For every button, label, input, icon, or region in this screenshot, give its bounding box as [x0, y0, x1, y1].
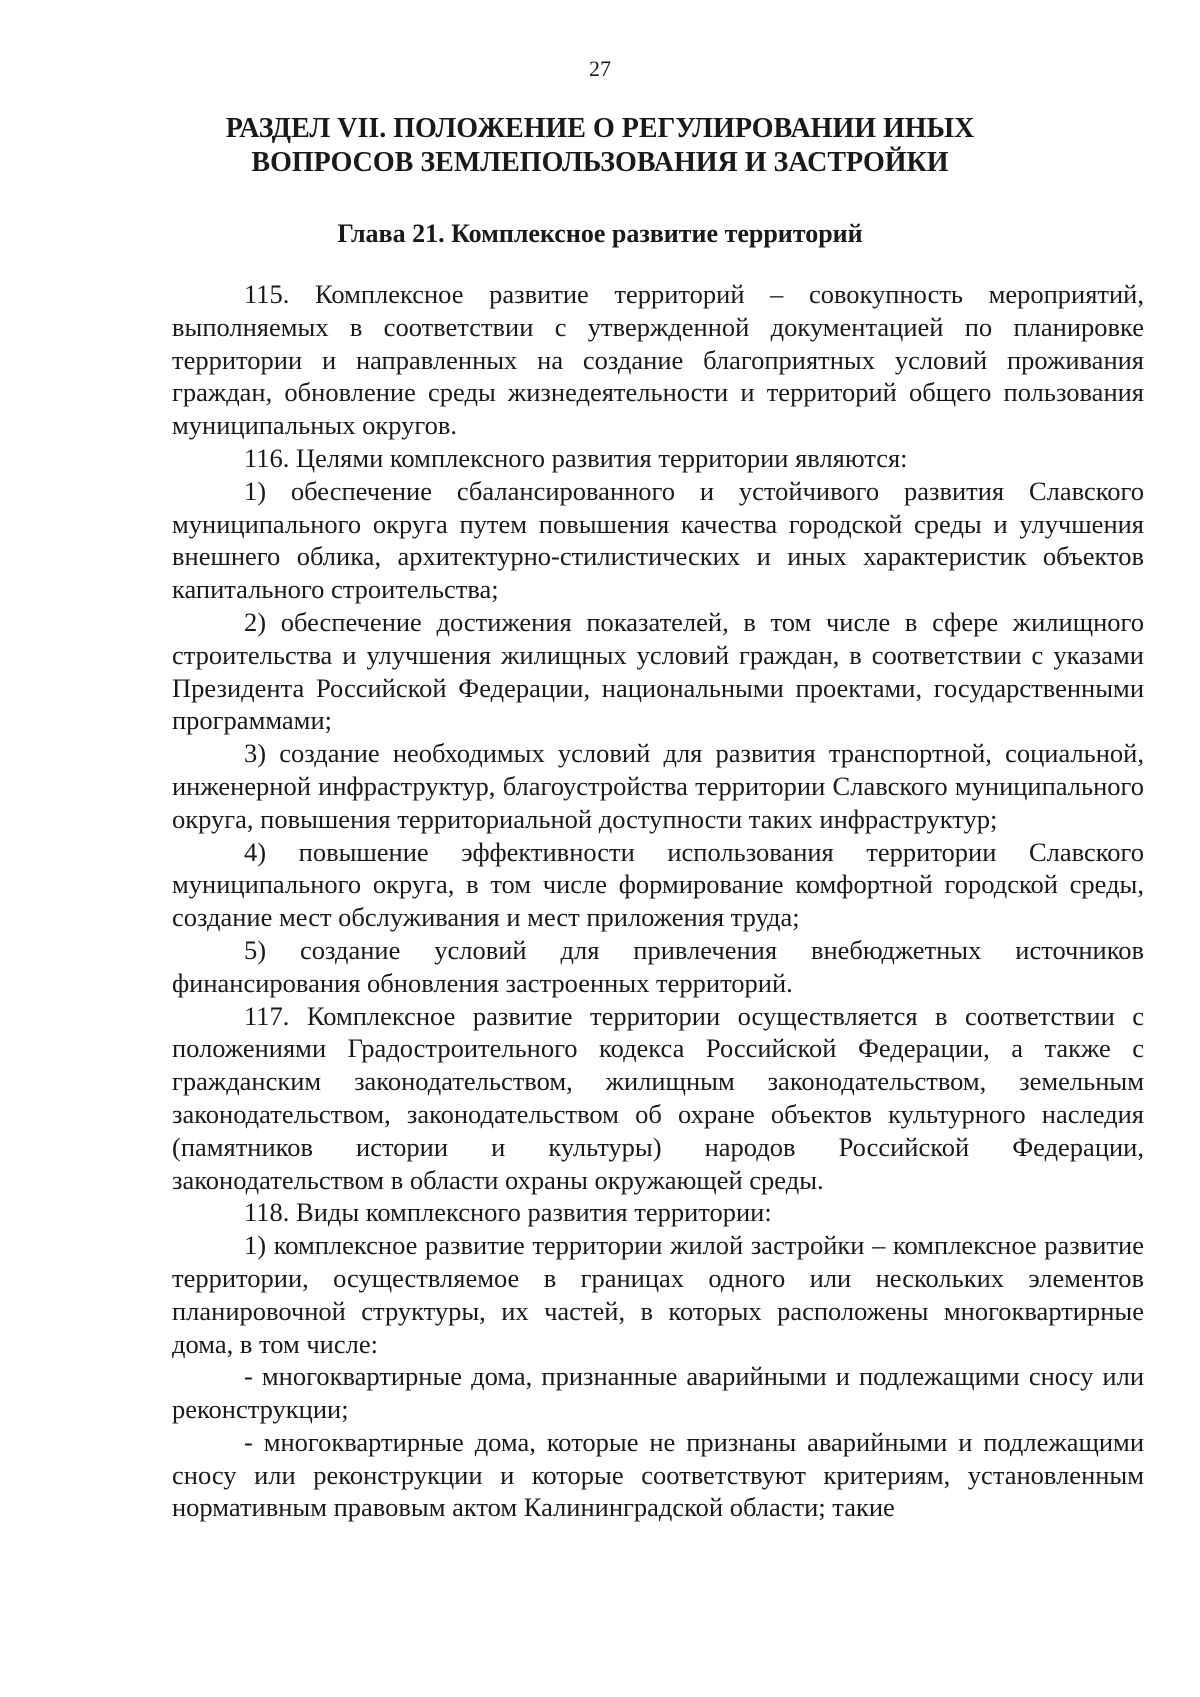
- list-item-116-5: 5) создание условий для привлечения внебюджетных источников финансирования обновления застроенных территорий.: [172, 934, 1144, 998]
- list-item-116-1: 1) обеспечение сбалансированного и устойчивого развития Славского муниципального округа путем повышения качества городской среды и улучшения внешнего облика, архитектурно-стилистических и иных характеристик объектов капитального строительства;: [172, 475, 1144, 605]
- paragraph-116: 116. Целями комплексного развития территории являются:: [244, 442, 908, 473]
- dash-item-2: - многоквартирные дома, которые не признаны аварийными и подлежащими сносу или реконструкции и которые соответствуют критериям, установленным нормативным правовым актом Калининградской области; такие: [172, 1426, 1144, 1523]
- page-number: 27: [589, 56, 611, 81]
- dash-item-1: - многоквартирные дома, признанные аварийными и подлежащими сносу или реконструкции;: [172, 1361, 1144, 1425]
- paragraph-118: 118. Виды комплексного развития территории:: [244, 1197, 772, 1228]
- list-item-118-1: 1) комплексное развитие территории жилой застройки – комплексное развитие территории, осуществляемое в границах одного или нескольких элементов планировочной структуры, их частей, в которых расположены многоквартирные дома, в том числе:: [172, 1230, 1144, 1359]
- section-title: РАЗДЕЛ VII. ПОЛОЖЕНИЕ О РЕГУЛИРОВАНИИ ИНЫХ ВОПРОСОВ ЗЕМЛЕПОЛЬЗОВАНИЯ И ЗАСТРОЙКИ: [225, 113, 975, 178]
- list-item-116-4: 4) повышение эффективности использования территории Славского муниципального округа, в том числе формирование комфортной городской среды, создание мест обслуживания и мест приложения труда;: [172, 836, 1144, 933]
- paragraph-115: 115. Комплексное развитие территорий – совокупность мероприятий, выполняемых в соответствии с утвержденной документацией по планировке территории и направленных на создание благоприятных условий проживания граждан, обновление среды жизнедеятельности и территорий общего пользования муниципальных округов.: [172, 279, 1144, 441]
- chapter-title: Глава 21. Комплексное развитие территорий: [337, 219, 863, 248]
- body-text: [172, 278, 1144, 1524]
- list-item-116-3: 3) создание необходимых условий для развития транспортной, социальной, инженерной инфраструктур, благоустройства территории Славского муниципального округа, повышения территориальной доступности таких инфраструктур;: [172, 738, 1144, 834]
- list-item-116-2: 2) обеспечение достижения показателей, в том числе в сфере жилищного строительства и улучшения жилищных условий граждан, в соответствии с указами Президента Российской Федерации, национальными проектами, государственными программами;: [172, 606, 1144, 736]
- paragraph-117: 117. Комплексное развитие территории осуществляется в соответствии с положениями Градостроительного кодекса Российской Федерации, а также с гражданским законодательством, жилищным законодательством, земельным законодательством, законодательством об охране объектов культурного наследия (памятников истории и культуры) народов Российской Федерации, законодательством в области охраны окружающей среды.: [172, 1000, 1144, 1195]
